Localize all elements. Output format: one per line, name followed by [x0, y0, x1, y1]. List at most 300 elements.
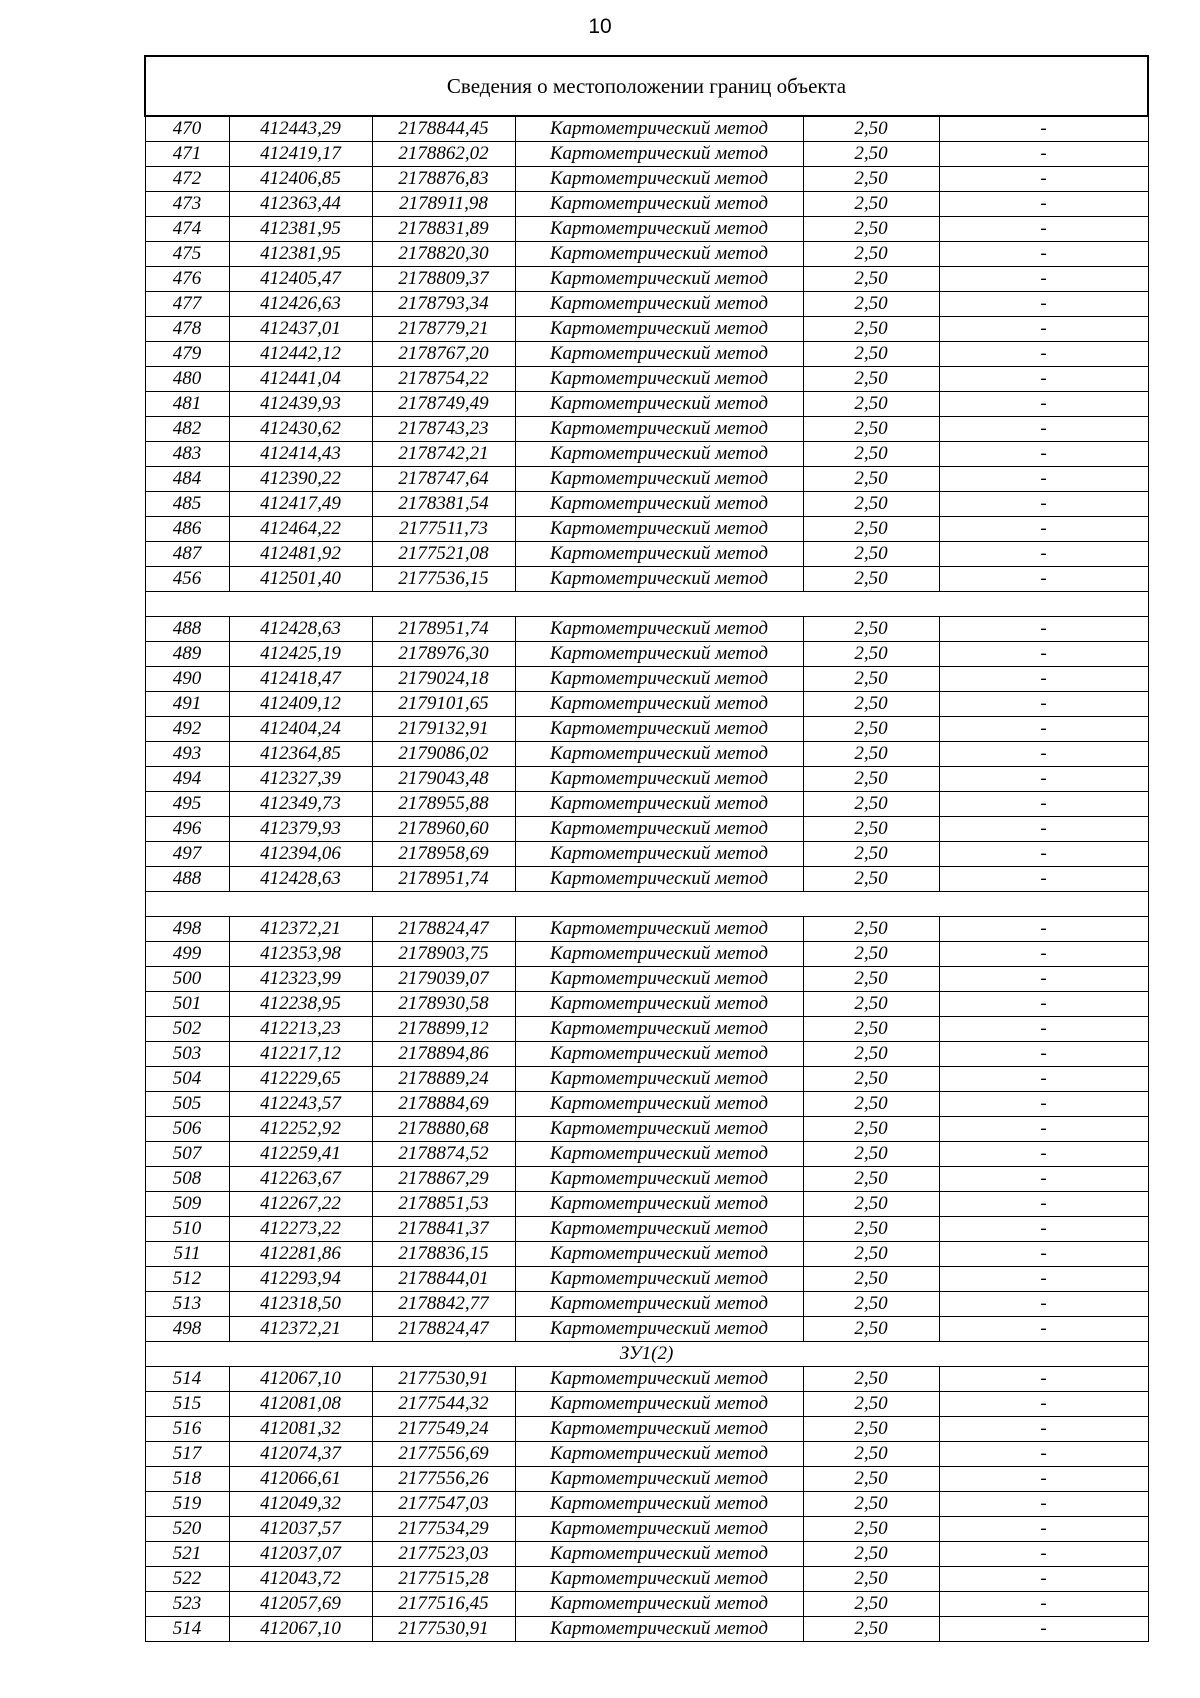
method-cell: Картометрический метод [515, 342, 803, 367]
y-coordinate-cell: 2178793,34 [372, 292, 515, 317]
table-row [145, 317, 1148, 342]
y-coordinate-cell: 2177523,03 [372, 1542, 515, 1567]
method-cell: Картометрический метод [515, 417, 803, 442]
method-cell: Картометрический метод [515, 967, 803, 992]
accuracy-cell: 2,50 [803, 417, 939, 442]
note-cell: - [939, 1592, 1148, 1617]
x-coordinate-cell: 412409,12 [229, 692, 372, 717]
table-row [145, 817, 1148, 842]
x-coordinate-cell: 412067,10 [229, 1617, 372, 1642]
accuracy-cell: 2,50 [803, 667, 939, 692]
accuracy-cell: 2,50 [803, 1217, 939, 1242]
table-row [145, 292, 1148, 317]
point-number-cell: 493 [145, 742, 229, 767]
point-number-cell: 514 [145, 1617, 229, 1642]
note-cell: - [939, 817, 1148, 842]
table-row [145, 1267, 1148, 1292]
point-number-cell: 498 [145, 917, 229, 942]
method-cell: Картометрический метод [515, 1017, 803, 1042]
x-coordinate-cell: 412425,19 [229, 642, 372, 667]
y-coordinate-cell: 2178381,54 [372, 492, 515, 517]
point-number-cell: 507 [145, 1142, 229, 1167]
point-number-cell: 480 [145, 367, 229, 392]
y-coordinate-cell: 2178958,69 [372, 842, 515, 867]
y-coordinate-cell: 2178960,60 [372, 817, 515, 842]
table-row [145, 1292, 1148, 1317]
point-number-cell: 496 [145, 817, 229, 842]
y-coordinate-cell: 2178779,21 [372, 317, 515, 342]
table-row [145, 792, 1148, 817]
method-cell: Картометрический метод [515, 1442, 803, 1467]
note-cell: - [939, 1467, 1148, 1492]
table-row [145, 1617, 1148, 1642]
point-number-cell: 519 [145, 1492, 229, 1517]
boundary-coordinates-table [144, 55, 1149, 1642]
x-coordinate-cell: 412381,95 [229, 217, 372, 242]
y-coordinate-cell: 2178747,64 [372, 467, 515, 492]
point-number-cell: 473 [145, 192, 229, 217]
note-cell: - [939, 1142, 1148, 1167]
accuracy-cell: 2,50 [803, 717, 939, 742]
table-row [145, 1017, 1148, 1042]
x-coordinate-cell: 412323,99 [229, 967, 372, 992]
accuracy-cell: 2,50 [803, 217, 939, 242]
x-coordinate-cell: 412318,50 [229, 1292, 372, 1317]
method-cell: Картометрический метод [515, 667, 803, 692]
x-coordinate-cell: 412363,44 [229, 192, 372, 217]
y-coordinate-cell: 2178894,86 [372, 1042, 515, 1067]
table-row [145, 842, 1148, 867]
accuracy-cell: 2,50 [803, 1592, 939, 1617]
table-row [145, 442, 1148, 467]
note-cell: - [939, 467, 1148, 492]
table-row [145, 867, 1148, 892]
note-cell: - [939, 867, 1148, 892]
accuracy-cell: 2,50 [803, 817, 939, 842]
point-number-cell: 479 [145, 342, 229, 367]
accuracy-cell: 2,50 [803, 442, 939, 467]
note-cell: - [939, 767, 1148, 792]
note-cell: - [939, 1192, 1148, 1217]
y-coordinate-cell: 2179043,48 [372, 767, 515, 792]
section-label [145, 592, 1148, 617]
table-title-row [145, 56, 1148, 116]
point-number-cell: 471 [145, 142, 229, 167]
point-number-cell: 516 [145, 1417, 229, 1442]
point-number-cell: 481 [145, 392, 229, 417]
accuracy-cell: 2,50 [803, 267, 939, 292]
table-row [145, 667, 1148, 692]
note-cell: - [939, 1117, 1148, 1142]
accuracy-cell: 2,50 [803, 192, 939, 217]
x-coordinate-cell: 412481,92 [229, 542, 372, 567]
point-number-cell: 497 [145, 842, 229, 867]
y-coordinate-cell: 2179086,02 [372, 742, 515, 767]
accuracy-cell: 2,50 [803, 1092, 939, 1117]
x-coordinate-cell: 412081,08 [229, 1392, 372, 1417]
note-cell: - [939, 342, 1148, 367]
x-coordinate-cell: 412419,17 [229, 142, 372, 167]
y-coordinate-cell: 2178911,98 [372, 192, 515, 217]
method-cell: Картометрический метод [515, 192, 803, 217]
method-cell: Картометрический метод [515, 1042, 803, 1067]
table-row [145, 1492, 1148, 1517]
accuracy-cell: 2,50 [803, 1117, 939, 1142]
table-row [145, 192, 1148, 217]
table-row [145, 617, 1148, 642]
point-number-cell: 478 [145, 317, 229, 342]
accuracy-cell: 2,50 [803, 1292, 939, 1317]
point-number-cell: 477 [145, 292, 229, 317]
point-number-cell: 518 [145, 1467, 229, 1492]
point-number-cell: 488 [145, 867, 229, 892]
x-coordinate-cell: 412390,22 [229, 467, 372, 492]
accuracy-cell: 2,50 [803, 1042, 939, 1067]
note-cell: - [939, 1292, 1148, 1317]
table-row [145, 1517, 1148, 1542]
y-coordinate-cell: 2178862,02 [372, 142, 515, 167]
table-row [145, 1217, 1148, 1242]
y-coordinate-cell: 2177536,15 [372, 567, 515, 592]
accuracy-cell: 2,50 [803, 942, 939, 967]
x-coordinate-cell: 412037,07 [229, 1542, 372, 1567]
accuracy-cell: 2,50 [803, 167, 939, 192]
accuracy-cell: 2,50 [803, 967, 939, 992]
y-coordinate-cell: 2177530,91 [372, 1367, 515, 1392]
note-cell: - [939, 642, 1148, 667]
table-row [145, 267, 1148, 292]
note-cell: - [939, 192, 1148, 217]
x-coordinate-cell: 412243,57 [229, 1092, 372, 1117]
accuracy-cell: 2,50 [803, 1267, 939, 1292]
table-row [145, 717, 1148, 742]
note-cell: - [939, 1217, 1148, 1242]
method-cell: Картометрический метод [515, 742, 803, 767]
method-cell: Картометрический метод [515, 1092, 803, 1117]
accuracy-cell: 2,50 [803, 367, 939, 392]
method-cell: Картометрический метод [515, 567, 803, 592]
y-coordinate-cell: 2178831,89 [372, 217, 515, 242]
accuracy-cell: 2,50 [803, 567, 939, 592]
point-number-cell: 522 [145, 1567, 229, 1592]
y-coordinate-cell: 2178844,45 [372, 116, 515, 142]
method-cell: Картометрический метод [515, 492, 803, 517]
point-number-cell: 486 [145, 517, 229, 542]
table-row [145, 517, 1148, 542]
note-cell: - [939, 242, 1148, 267]
method-cell: Картометрический метод [515, 542, 803, 567]
table-row [145, 1092, 1148, 1117]
method-cell: Картометрический метод [515, 1417, 803, 1442]
table-row [145, 1367, 1148, 1392]
y-coordinate-cell: 2178820,30 [372, 242, 515, 267]
method-cell: Картометрический метод [515, 442, 803, 467]
accuracy-cell: 2,50 [803, 292, 939, 317]
method-cell: Картометрический метод [515, 392, 803, 417]
accuracy-cell: 2,50 [803, 1067, 939, 1092]
note-cell: - [939, 1617, 1148, 1642]
y-coordinate-cell: 2177549,24 [372, 1417, 515, 1442]
note-cell: - [939, 567, 1148, 592]
x-coordinate-cell: 412443,29 [229, 116, 372, 142]
accuracy-cell: 2,50 [803, 1167, 939, 1192]
table-row [145, 342, 1148, 367]
x-coordinate-cell: 412442,12 [229, 342, 372, 367]
accuracy-cell: 2,50 [803, 116, 939, 142]
accuracy-cell: 2,50 [803, 692, 939, 717]
y-coordinate-cell: 2178851,53 [372, 1192, 515, 1217]
accuracy-cell: 2,50 [803, 992, 939, 1017]
table-row [145, 1567, 1148, 1592]
method-cell: Картометрический метод [515, 1392, 803, 1417]
accuracy-cell: 2,50 [803, 642, 939, 667]
accuracy-cell: 2,50 [803, 1517, 939, 1542]
method-cell: Картометрический метод [515, 467, 803, 492]
note-cell: - [939, 742, 1148, 767]
method-cell: Картометрический метод [515, 267, 803, 292]
note-cell: - [939, 917, 1148, 942]
point-number-cell: 499 [145, 942, 229, 967]
table-row [145, 492, 1148, 517]
method-cell: Картометрический метод [515, 1117, 803, 1142]
point-number-cell: 523 [145, 1592, 229, 1617]
x-coordinate-cell: 412217,12 [229, 1042, 372, 1067]
method-cell: Картометрический метод [515, 1592, 803, 1617]
note-cell: - [939, 667, 1148, 692]
x-coordinate-cell: 412414,43 [229, 442, 372, 467]
note-cell: - [939, 1542, 1148, 1567]
note-cell: - [939, 1017, 1148, 1042]
x-coordinate-cell: 412049,32 [229, 1492, 372, 1517]
point-number-cell: 490 [145, 667, 229, 692]
table-row [145, 1392, 1148, 1417]
method-cell: Картометрический метод [515, 867, 803, 892]
point-number-cell: 514 [145, 1367, 229, 1392]
table-row [145, 1467, 1148, 1492]
note-cell: - [939, 217, 1148, 242]
y-coordinate-cell: 2178867,29 [372, 1167, 515, 1192]
table-row [145, 1067, 1148, 1092]
method-cell: Картометрический метод [515, 1192, 803, 1217]
method-cell: Картометрический метод [515, 1367, 803, 1392]
method-cell: Картометрический метод [515, 367, 803, 392]
point-number-cell: 485 [145, 492, 229, 517]
accuracy-cell: 2,50 [803, 1367, 939, 1392]
section-separator-row [145, 1342, 1148, 1367]
point-number-cell: 503 [145, 1042, 229, 1067]
point-number-cell: 512 [145, 1267, 229, 1292]
note-cell: - [939, 142, 1148, 167]
point-number-cell: 489 [145, 642, 229, 667]
y-coordinate-cell: 2178876,83 [372, 167, 515, 192]
y-coordinate-cell: 2178955,88 [372, 792, 515, 817]
section-label: ЗУ1(2) [145, 1342, 1148, 1367]
x-coordinate-cell: 412293,94 [229, 1267, 372, 1292]
accuracy-cell: 2,50 [803, 792, 939, 817]
table-row [145, 467, 1148, 492]
point-number-cell: 475 [145, 242, 229, 267]
accuracy-cell: 2,50 [803, 1567, 939, 1592]
note-cell: - [939, 317, 1148, 342]
method-cell: Картометрический метод [515, 767, 803, 792]
accuracy-cell: 2,50 [803, 342, 939, 367]
y-coordinate-cell: 2178749,49 [372, 392, 515, 417]
x-coordinate-cell: 412043,72 [229, 1567, 372, 1592]
method-cell: Картометрический метод [515, 1492, 803, 1517]
table-row [145, 392, 1148, 417]
table-row [145, 692, 1148, 717]
method-cell: Картометрический метод [515, 1267, 803, 1292]
point-number-cell: 474 [145, 217, 229, 242]
page-number: 10 [588, 15, 612, 38]
note-cell: - [939, 167, 1148, 192]
x-coordinate-cell: 412394,06 [229, 842, 372, 867]
note-cell: - [939, 1092, 1148, 1117]
x-coordinate-cell: 412364,85 [229, 742, 372, 767]
accuracy-cell: 2,50 [803, 1017, 939, 1042]
point-number-cell: 476 [145, 267, 229, 292]
y-coordinate-cell: 2178841,37 [372, 1217, 515, 1242]
table-row [145, 1117, 1148, 1142]
table-row [145, 1442, 1148, 1467]
note-cell: - [939, 1267, 1148, 1292]
y-coordinate-cell: 2179101,65 [372, 692, 515, 717]
point-number-cell: 511 [145, 1242, 229, 1267]
accuracy-cell: 2,50 [803, 767, 939, 792]
method-cell: Картометрический метод [515, 1242, 803, 1267]
x-coordinate-cell: 412430,62 [229, 417, 372, 442]
note-cell: - [939, 717, 1148, 742]
table-row [145, 1542, 1148, 1567]
x-coordinate-cell: 412066,61 [229, 1467, 372, 1492]
y-coordinate-cell: 2178951,74 [372, 867, 515, 892]
method-cell: Картометрический метод [515, 642, 803, 667]
point-number-cell: 504 [145, 1067, 229, 1092]
accuracy-cell: 2,50 [803, 1492, 939, 1517]
method-cell: Картометрический метод [515, 1142, 803, 1167]
point-number-cell: 521 [145, 1542, 229, 1567]
method-cell: Картометрический метод [515, 1567, 803, 1592]
note-cell: - [939, 542, 1148, 567]
note-cell: - [939, 1242, 1148, 1267]
note-cell: - [939, 692, 1148, 717]
accuracy-cell: 2,50 [803, 542, 939, 567]
table-row [145, 1042, 1148, 1067]
x-coordinate-cell: 412259,41 [229, 1142, 372, 1167]
x-coordinate-cell: 412379,93 [229, 817, 372, 842]
method-cell: Картометрический метод [515, 1167, 803, 1192]
table-row [145, 767, 1148, 792]
method-cell: Картометрический метод [515, 992, 803, 1017]
x-coordinate-cell: 412353,98 [229, 942, 372, 967]
point-number-cell: 492 [145, 717, 229, 742]
y-coordinate-cell: 2178836,15 [372, 1242, 515, 1267]
x-coordinate-cell: 412057,69 [229, 1592, 372, 1617]
note-cell: - [939, 1392, 1148, 1417]
accuracy-cell: 2,50 [803, 917, 939, 942]
y-coordinate-cell: 2178976,30 [372, 642, 515, 667]
note-cell: - [939, 392, 1148, 417]
accuracy-cell: 2,50 [803, 1142, 939, 1167]
note-cell: - [939, 617, 1148, 642]
y-coordinate-cell: 2178874,52 [372, 1142, 515, 1167]
note-cell: - [939, 267, 1148, 292]
table-row [145, 417, 1148, 442]
note-cell: - [939, 492, 1148, 517]
x-coordinate-cell: 412441,04 [229, 367, 372, 392]
accuracy-cell: 2,50 [803, 1442, 939, 1467]
method-cell: Картометрический метод [515, 1617, 803, 1642]
note-cell: - [939, 517, 1148, 542]
x-coordinate-cell: 412406,85 [229, 167, 372, 192]
method-cell: Картометрический метод [515, 1542, 803, 1567]
accuracy-cell: 2,50 [803, 1417, 939, 1442]
y-coordinate-cell: 2177515,28 [372, 1567, 515, 1592]
y-coordinate-cell: 2178899,12 [372, 1017, 515, 1042]
y-coordinate-cell: 2179132,91 [372, 717, 515, 742]
section-separator-row [145, 892, 1148, 917]
y-coordinate-cell: 2177544,32 [372, 1392, 515, 1417]
note-cell: - [939, 292, 1148, 317]
method-cell: Картометрический метод [515, 1217, 803, 1242]
section-label [145, 892, 1148, 917]
method-cell: Картометрический метод [515, 617, 803, 642]
table-row [145, 1192, 1148, 1217]
table-row [145, 1317, 1148, 1342]
point-number-cell: 510 [145, 1217, 229, 1242]
x-coordinate-cell: 412405,47 [229, 267, 372, 292]
table-row [145, 1142, 1148, 1167]
method-cell: Картометрический метод [515, 942, 803, 967]
accuracy-cell: 2,50 [803, 742, 939, 767]
table-row [145, 1592, 1148, 1617]
x-coordinate-cell: 412501,40 [229, 567, 372, 592]
note-cell: - [939, 1042, 1148, 1067]
x-coordinate-cell: 412404,24 [229, 717, 372, 742]
x-coordinate-cell: 412437,01 [229, 317, 372, 342]
accuracy-cell: 2,50 [803, 1192, 939, 1217]
method-cell: Картометрический метод [515, 142, 803, 167]
note-cell: - [939, 442, 1148, 467]
accuracy-cell: 2,50 [803, 1317, 939, 1342]
accuracy-cell: 2,50 [803, 467, 939, 492]
accuracy-cell: 2,50 [803, 1242, 939, 1267]
method-cell: Картометрический метод [515, 1517, 803, 1542]
x-coordinate-cell: 412426,63 [229, 292, 372, 317]
note-cell: - [939, 1167, 1148, 1192]
x-coordinate-cell: 412439,93 [229, 392, 372, 417]
accuracy-cell: 2,50 [803, 842, 939, 867]
accuracy-cell: 2,50 [803, 317, 939, 342]
x-coordinate-cell: 412381,95 [229, 242, 372, 267]
method-cell: Картометрический метод [515, 1067, 803, 1092]
note-cell: - [939, 842, 1148, 867]
point-number-cell: 508 [145, 1167, 229, 1192]
section-separator-row [145, 592, 1148, 617]
accuracy-cell: 2,50 [803, 1542, 939, 1567]
note-cell: - [939, 1442, 1148, 1467]
x-coordinate-cell: 412037,57 [229, 1517, 372, 1542]
table-row [145, 167, 1148, 192]
point-number-cell: 487 [145, 542, 229, 567]
point-number-cell: 509 [145, 1192, 229, 1217]
point-number-cell: 494 [145, 767, 229, 792]
method-cell: Картометрический метод [515, 717, 803, 742]
note-cell: - [939, 116, 1148, 142]
point-number-cell: 484 [145, 467, 229, 492]
method-cell: Картометрический метод [515, 317, 803, 342]
y-coordinate-cell: 2178951,74 [372, 617, 515, 642]
